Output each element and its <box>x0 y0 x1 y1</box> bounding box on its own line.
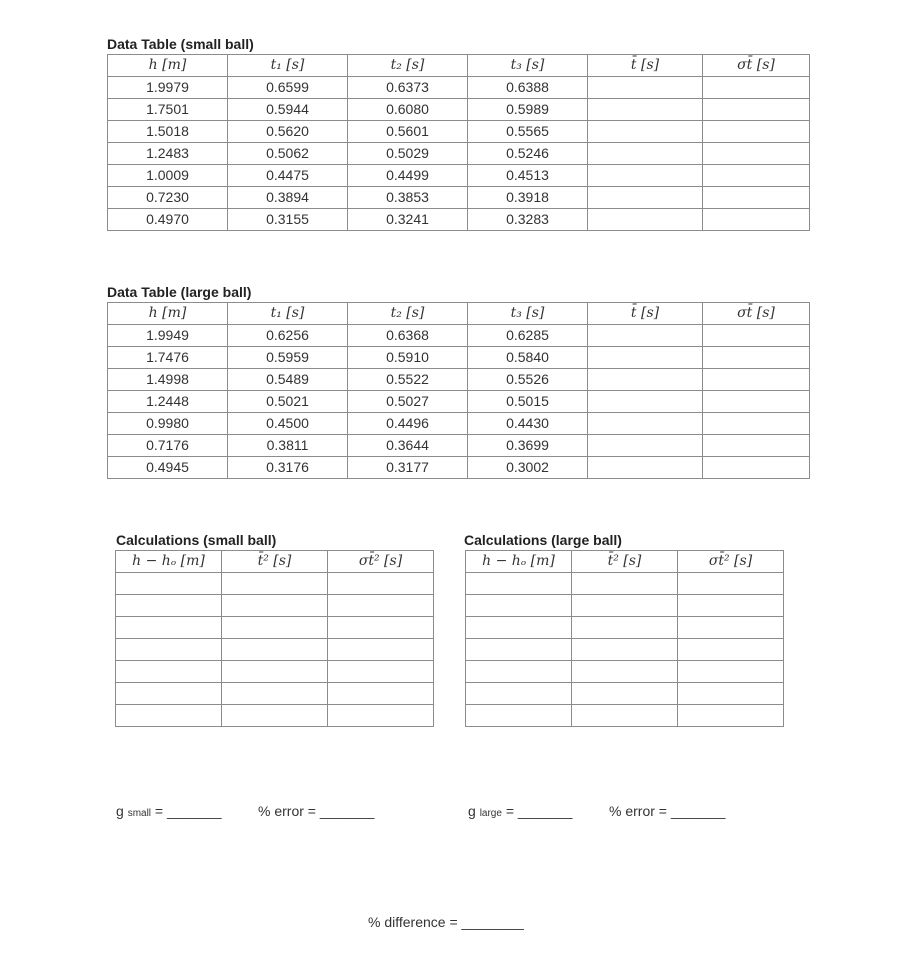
large-ball-data-table <box>107 302 810 479</box>
table-row <box>108 347 810 369</box>
cell <box>678 683 784 705</box>
cell <box>222 595 328 617</box>
cell <box>466 617 572 639</box>
cell <box>588 121 703 143</box>
cell: 0.5565 <box>468 121 588 143</box>
cell <box>588 435 703 457</box>
cell <box>588 413 703 435</box>
cell <box>328 683 434 705</box>
cell <box>588 325 703 347</box>
cell: 0.6388 <box>468 77 588 99</box>
col-header-t3: t₃ [s] <box>468 55 588 77</box>
col-header-tbar-squared: t̄² [s] <box>572 551 678 573</box>
cell: 0.5062 <box>228 143 348 165</box>
cell <box>678 661 784 683</box>
col-header-t1: t₁ [s] <box>228 303 348 325</box>
g-large-label: g <box>468 803 476 819</box>
table-row <box>108 121 810 143</box>
cell <box>588 369 703 391</box>
cell: 0.3155 <box>228 209 348 231</box>
table-row <box>466 639 784 661</box>
cell <box>588 99 703 121</box>
g-small-blank[interactable]: = _______ <box>151 803 222 819</box>
table-row <box>116 617 434 639</box>
cell: 0.5246 <box>468 143 588 165</box>
col-header-t2: t₂ [s] <box>348 55 468 77</box>
cell: 0.6285 <box>468 325 588 347</box>
cell <box>328 595 434 617</box>
cell <box>678 705 784 727</box>
cell: 0.4513 <box>468 165 588 187</box>
cell: 1.9979 <box>108 77 228 99</box>
cell: 0.5944 <box>228 99 348 121</box>
cell: 0.3644 <box>348 435 468 457</box>
g-large-line <box>468 803 572 819</box>
col-header-tbar-squared: t̄² [s] <box>222 551 328 573</box>
cell: 0.3241 <box>348 209 468 231</box>
cell <box>328 573 434 595</box>
small-ball-data-table <box>107 54 810 231</box>
table-row <box>108 413 810 435</box>
cell <box>222 639 328 661</box>
cell <box>466 661 572 683</box>
cell: 0.5910 <box>348 347 468 369</box>
cell: 0.3176 <box>228 457 348 479</box>
cell: 1.5018 <box>108 121 228 143</box>
cell: 0.3894 <box>228 187 348 209</box>
cell <box>703 99 810 121</box>
cell <box>466 705 572 727</box>
table-header-row <box>108 303 810 325</box>
col-header-sigma-tbar-squared: σt̄² [s] <box>328 551 434 573</box>
cell <box>572 573 678 595</box>
cell <box>703 435 810 457</box>
cell <box>572 705 678 727</box>
g-small-subscript: small <box>127 808 152 819</box>
cell <box>588 77 703 99</box>
table-header-row <box>466 551 784 573</box>
cell <box>572 683 678 705</box>
cell <box>572 595 678 617</box>
cell: 0.4500 <box>228 413 348 435</box>
cell <box>703 413 810 435</box>
table-row <box>466 595 784 617</box>
col-header-sigma-tbar-squared: σt̄² [s] <box>678 551 784 573</box>
cell <box>572 617 678 639</box>
g-large-subscript: large <box>479 808 502 819</box>
percent-error-large[interactable]: % error = _______ <box>609 803 726 819</box>
table-row <box>116 683 434 705</box>
cell <box>222 705 328 727</box>
cell: 1.2448 <box>108 391 228 413</box>
cell: 1.4998 <box>108 369 228 391</box>
cell <box>588 187 703 209</box>
cell: 0.5029 <box>348 143 468 165</box>
cell: 0.5989 <box>468 99 588 121</box>
cell: 1.9949 <box>108 325 228 347</box>
cell: 0.6256 <box>228 325 348 347</box>
cell <box>678 595 784 617</box>
cell <box>328 639 434 661</box>
calc-large-title: Calculations (large ball) <box>464 532 622 548</box>
table-header-row <box>116 551 434 573</box>
cell <box>222 683 328 705</box>
table-row <box>466 661 784 683</box>
cell: 0.5620 <box>228 121 348 143</box>
cell <box>572 661 678 683</box>
cell: 0.3283 <box>468 209 588 231</box>
g-large-blank[interactable]: = _______ <box>501 803 573 819</box>
table-header-row <box>108 55 810 77</box>
cell <box>678 573 784 595</box>
table-row <box>108 369 810 391</box>
table-row <box>116 705 434 727</box>
cell <box>703 121 810 143</box>
cell <box>116 595 222 617</box>
small-table-title: Data Table (small ball) <box>107 36 254 52</box>
cell <box>588 209 703 231</box>
cell: 0.3811 <box>228 435 348 457</box>
col-header-t3: t₃ [s] <box>468 303 588 325</box>
large-table-title: Data Table (large ball) <box>107 284 252 300</box>
cell <box>572 639 678 661</box>
col-header-h: h [m] <box>108 303 228 325</box>
table-row <box>108 391 810 413</box>
cell <box>703 209 810 231</box>
table-row <box>108 143 810 165</box>
percent-error-small[interactable]: % error = _______ <box>258 803 375 819</box>
cell: 0.6373 <box>348 77 468 99</box>
cell <box>116 639 222 661</box>
cell <box>116 573 222 595</box>
cell <box>588 457 703 479</box>
cell <box>116 683 222 705</box>
table-row <box>466 573 784 595</box>
cell: 0.4945 <box>108 457 228 479</box>
cell: 0.3177 <box>348 457 468 479</box>
col-header-h-minus-h0: h − hₒ [m] <box>466 551 572 573</box>
cell <box>466 639 572 661</box>
table-row <box>116 639 434 661</box>
cell: 0.5601 <box>348 121 468 143</box>
col-header-sigma-tbar: σt̄ [s] <box>703 303 810 325</box>
cell <box>466 683 572 705</box>
cell: 0.6599 <box>228 77 348 99</box>
cell: 0.4499 <box>348 165 468 187</box>
cell <box>588 165 703 187</box>
table-row <box>108 325 810 347</box>
col-header-h-minus-h0: h − hₒ [m] <box>116 551 222 573</box>
cell <box>222 617 328 639</box>
cell: 0.6080 <box>348 99 468 121</box>
table-row <box>108 165 810 187</box>
col-header-h: h [m] <box>108 55 228 77</box>
cell <box>328 661 434 683</box>
table-row <box>108 209 810 231</box>
g-small-label: g <box>116 803 124 819</box>
cell <box>466 573 572 595</box>
table-row <box>108 187 810 209</box>
table-row <box>108 77 810 99</box>
cell: 0.4496 <box>348 413 468 435</box>
cell: 0.5015 <box>468 391 588 413</box>
cell <box>328 705 434 727</box>
cell <box>678 617 784 639</box>
cell: 0.5959 <box>228 347 348 369</box>
col-header-sigma-tbar: σt̄ [s] <box>703 55 810 77</box>
cell <box>588 347 703 369</box>
table-row <box>116 595 434 617</box>
cell <box>703 165 810 187</box>
cell <box>703 457 810 479</box>
calc-small-title: Calculations (small ball) <box>116 532 277 548</box>
cell <box>466 595 572 617</box>
cell <box>588 391 703 413</box>
cell <box>588 143 703 165</box>
cell: 0.4970 <box>108 209 228 231</box>
g-small-line <box>116 803 222 819</box>
table-row <box>466 705 784 727</box>
col-header-t2: t₂ [s] <box>348 303 468 325</box>
percent-difference[interactable]: % difference = ________ <box>368 914 524 930</box>
cell: 0.5840 <box>468 347 588 369</box>
cell: 0.3918 <box>468 187 588 209</box>
col-header-tbar: t̄ [s] <box>588 55 703 77</box>
cell <box>703 143 810 165</box>
calc-large-table <box>465 550 784 727</box>
table-row <box>116 661 434 683</box>
cell <box>703 77 810 99</box>
cell: 1.7501 <box>108 99 228 121</box>
cell: 0.3853 <box>348 187 468 209</box>
cell: 0.9980 <box>108 413 228 435</box>
table-row <box>466 683 784 705</box>
cell: 0.4430 <box>468 413 588 435</box>
cell <box>678 639 784 661</box>
cell <box>703 325 810 347</box>
cell <box>703 187 810 209</box>
cell <box>222 661 328 683</box>
cell <box>703 391 810 413</box>
cell: 0.4475 <box>228 165 348 187</box>
table-row <box>116 573 434 595</box>
table-row <box>108 457 810 479</box>
cell: 0.5489 <box>228 369 348 391</box>
cell <box>116 617 222 639</box>
cell: 0.3002 <box>468 457 588 479</box>
cell <box>116 661 222 683</box>
cell: 0.7230 <box>108 187 228 209</box>
cell <box>703 347 810 369</box>
cell <box>116 705 222 727</box>
col-header-tbar: t̄ [s] <box>588 303 703 325</box>
cell: 0.3699 <box>468 435 588 457</box>
col-header-t1: t₁ [s] <box>228 55 348 77</box>
cell: 0.5522 <box>348 369 468 391</box>
table-row <box>108 435 810 457</box>
cell: 1.0009 <box>108 165 228 187</box>
cell <box>703 369 810 391</box>
cell <box>222 573 328 595</box>
calc-small-table <box>115 550 434 727</box>
table-row <box>108 99 810 121</box>
cell: 0.5526 <box>468 369 588 391</box>
cell: 0.5021 <box>228 391 348 413</box>
table-row <box>466 617 784 639</box>
cell <box>328 617 434 639</box>
cell: 0.7176 <box>108 435 228 457</box>
cell: 0.5027 <box>348 391 468 413</box>
cell: 0.6368 <box>348 325 468 347</box>
cell: 1.7476 <box>108 347 228 369</box>
cell: 1.2483 <box>108 143 228 165</box>
